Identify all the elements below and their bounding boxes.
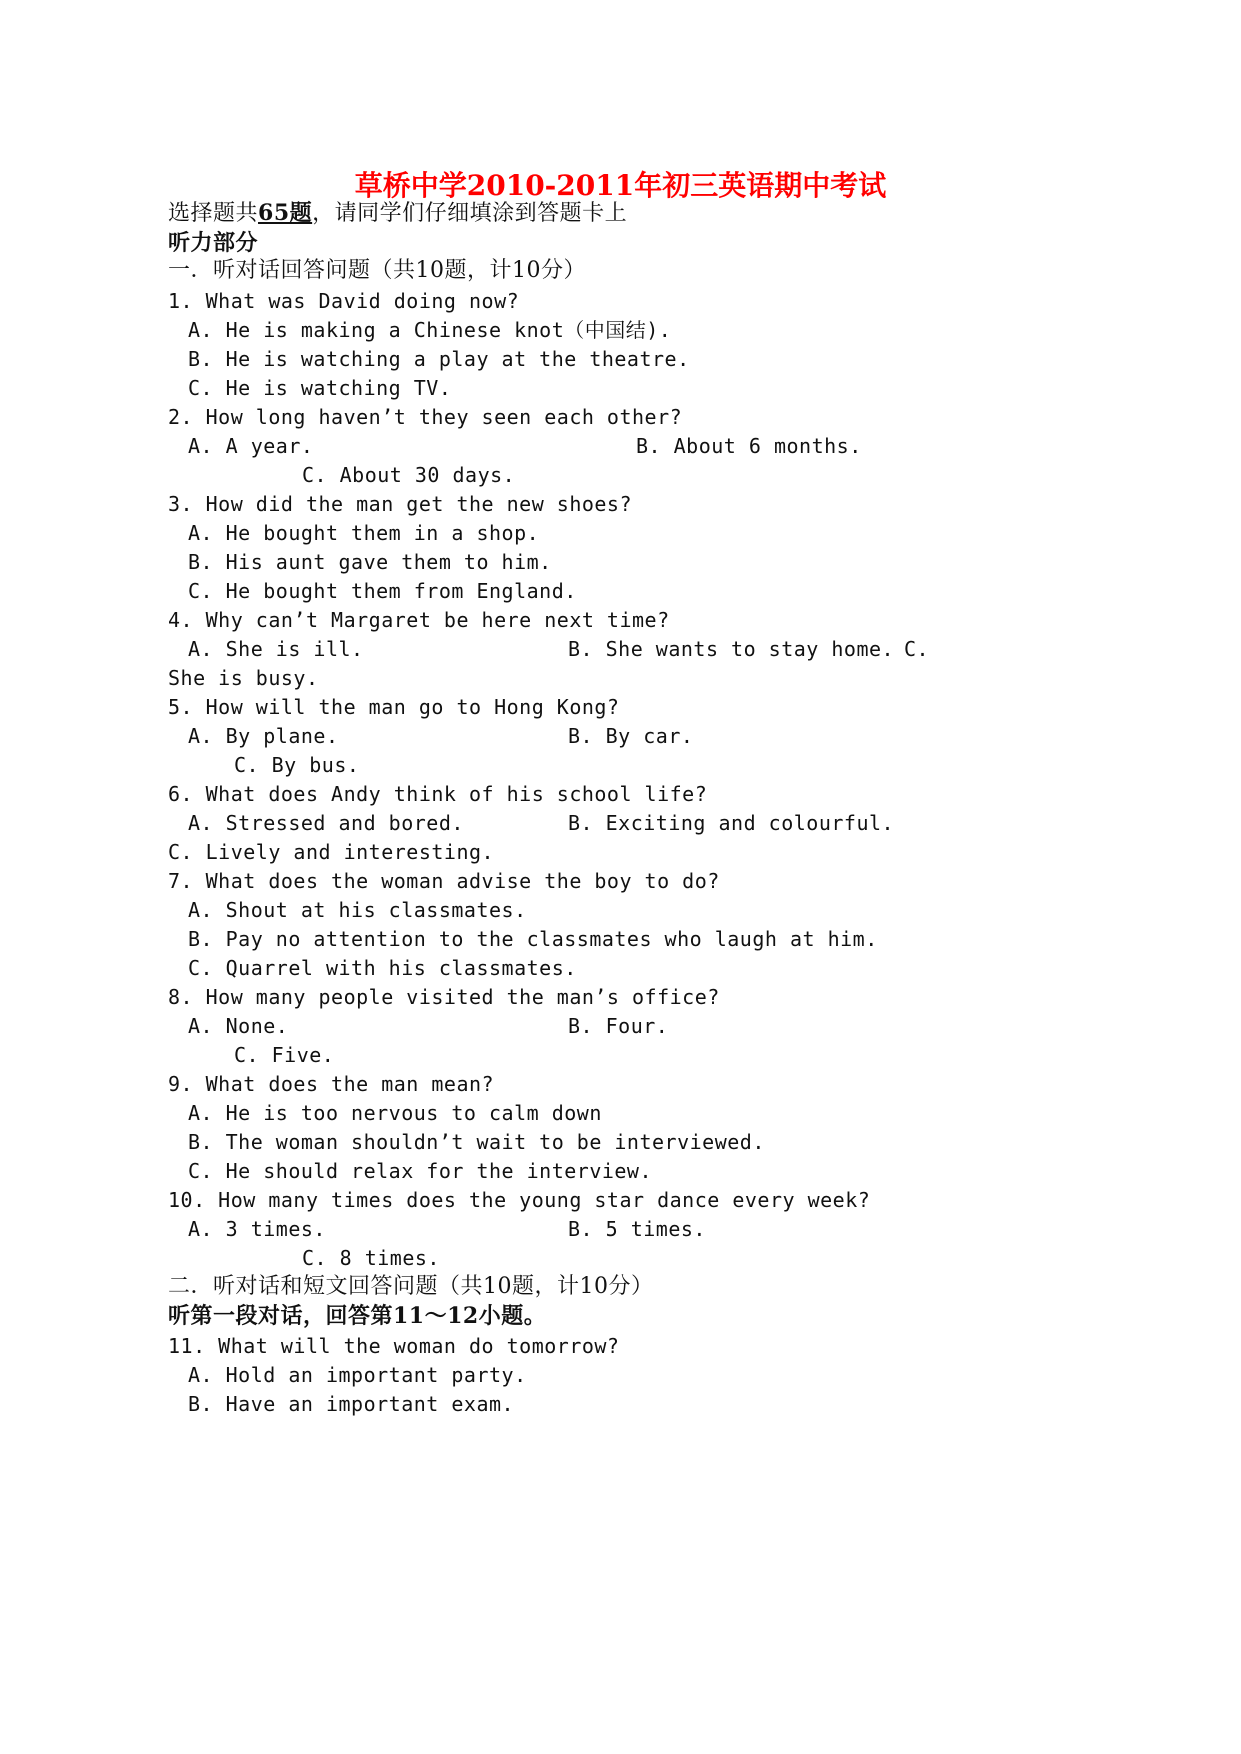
option-b: B. 5 times. <box>568 1217 706 1241</box>
question: 7. What does the woman advise the boy to do? <box>168 869 720 893</box>
option-a: A. None. <box>188 1014 289 1038</box>
option-c: C. Five. <box>234 1043 335 1067</box>
question: 6. What does Andy think of his school life? <box>168 782 708 806</box>
part-heading: 听力部分 <box>168 230 259 256</box>
option-a: A. He is too nervous to calm down <box>188 1101 602 1125</box>
option-a: A. Stressed and bored. <box>188 811 464 835</box>
question: 11. What will the woman do tomorrow? <box>168 1334 620 1358</box>
option-b: B. About 6 months. <box>636 434 862 458</box>
option-b: B. She wants to stay home. <box>568 637 895 661</box>
option-a: A. 3 times. <box>188 1217 326 1241</box>
option-c: C. 8 times. <box>302 1246 440 1270</box>
option-b: B. Four. <box>568 1014 669 1038</box>
option-a: A. A year. <box>188 434 314 458</box>
question: 9. What does the man mean? <box>168 1072 495 1096</box>
option-c-text: She is busy. <box>168 666 319 690</box>
option-c: C. Quarrel with his classmates. <box>188 956 577 980</box>
option-a: A. He is making a Chinese knot（中国结). <box>188 318 672 342</box>
option-a: A. Shout at his classmates. <box>188 898 527 922</box>
question: 1. What was David doing now? <box>168 289 520 313</box>
option-c: C. He should relax for the interview. <box>188 1159 653 1183</box>
page-title: 草桥中学2010-2011年初三英语期中考试 <box>354 169 887 202</box>
question: 5. How will the man go to Hong Kong? <box>168 695 620 719</box>
option-c: C. By bus. <box>234 753 360 777</box>
option-a: A. Hold an important party. <box>188 1363 527 1387</box>
intro-count: 65题 <box>258 200 313 226</box>
option-a: A. He bought them in a shop. <box>188 521 540 545</box>
option-b: B. Have an important exam. <box>188 1392 515 1416</box>
option-b: B. By car. <box>568 724 694 748</box>
option-c: C. About 30 days. <box>302 463 516 487</box>
option-c: C. Lively and interesting. <box>168 840 495 864</box>
option-b: B. He is watching a play at the theatre. <box>188 347 690 371</box>
intro-line <box>168 198 627 229</box>
question: 10. How many times does the young star dance every week? <box>168 1188 871 1212</box>
question: 2. How long haven’t they seen each other? <box>168 405 683 429</box>
question: 8. How many people visited the man’s office? <box>168 985 720 1009</box>
dialogue-instruction: 听第一段对话，回答第11～12小题。 <box>168 1303 547 1329</box>
option-b: B. His aunt gave them to him. <box>188 550 552 574</box>
section-heading: 一．听对话回答问题（共10题，计10分） <box>168 258 586 283</box>
option-a: A. By plane. <box>188 724 339 748</box>
option-c: C. He bought them from England. <box>188 579 577 603</box>
section-heading: 二．听对话和短文回答问题（共10题，计10分） <box>168 1274 654 1299</box>
option-b: B. Pay no attention to the classmates who laugh at him. <box>188 927 878 951</box>
option-a: A. She is ill. <box>188 637 364 661</box>
question: 3. How did the man get the new shoes? <box>168 492 633 516</box>
option-c-label: C. <box>904 637 930 661</box>
question: 4. Why can’t Margaret be here next time? <box>168 608 670 632</box>
intro-post: ，请同学们仔细填涂到答题卡上 <box>312 201 628 226</box>
option-b: B. Exciting and colourful. <box>568 811 895 835</box>
option-b: B. The woman shouldn’t wait to be interviewed. <box>188 1130 765 1154</box>
option-c: C. He is watching TV. <box>188 376 452 400</box>
intro-pre: 选择题共 <box>168 201 259 226</box>
